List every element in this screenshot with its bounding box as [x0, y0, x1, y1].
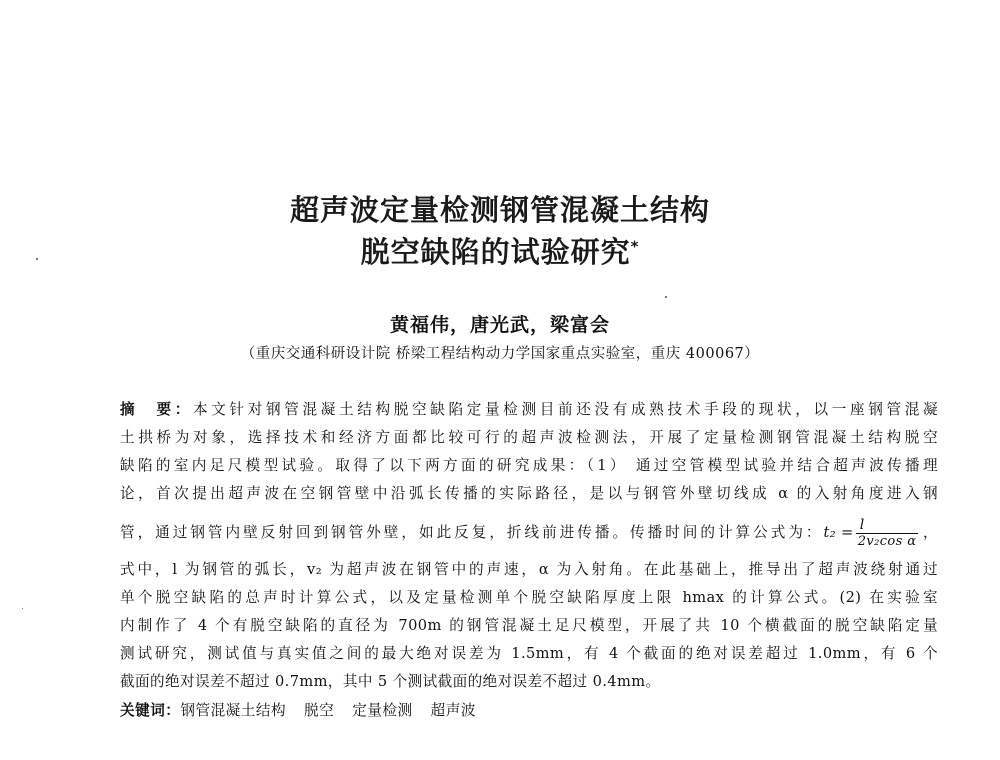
keywords-line [120, 699, 494, 720]
formula-denominator: 2v₂cos α [857, 533, 917, 549]
paper-title-line-2 [0, 230, 1000, 271]
abstract-line-6 [120, 560, 938, 582]
keyword-item: 脱空 [304, 702, 335, 719]
abstract-text-2: 土拱桥为对象，选择技术和经济方面都比较可行的超声波检测法，开展了定量检测钢管混凝土结构脱空 [120, 429, 938, 446]
abstract-line-8 [120, 616, 938, 638]
abstract-line-7 [120, 588, 938, 610]
affiliation: （重庆交通科研设计院 桥梁工程结构动力学国家重点实验室，重庆 400067） [240, 346, 760, 362]
abstract-line-4 [120, 484, 938, 506]
formula-trailing: ， [920, 524, 938, 541]
abstract-text-5: 管，通过钢管内壁反射回到钢管外壁，如此反复，折线前进传播。传播时间的计算公式为： [120, 524, 824, 541]
abstract-line-9 [120, 644, 938, 666]
abstract-line-10 [120, 672, 938, 694]
scan-speck [665, 296, 667, 298]
abstract-line-1 [120, 400, 938, 422]
abstract-text-1: 本文针对钢管混凝土结构脱空缺陷定量检测目前还没有成熟技术手段的现状，以一座钢管混凝 [193, 401, 938, 418]
scan-speck [22, 608, 23, 609]
footnote-mark: * [630, 237, 640, 256]
keyword-item: 超声波 [430, 702, 476, 719]
keyword-item: 定量检测 [352, 702, 413, 719]
paper-title-line-1 [0, 188, 1000, 229]
abstract-text-9: 测试研究，测试值与真实值之间的最大绝对误差为 1.5mm，有 4 个截面的绝对误差超过 1.0mm，有 6 个 [120, 645, 938, 662]
keyword-item: 钢管混凝土结构 [180, 702, 287, 719]
abstract-text-8: 内制作了 4 个有脱空缺陷的直径为 700m 的钢管混凝土足尺模型，开展了共 10 个横截面的脱空缺陷定量 [120, 617, 938, 634]
title-line-1-text: 超声波定量检测钢管混凝土结构 [289, 193, 710, 227]
abstract-text-7: 单个脱空缺陷的总声时计算公式，以及定量检测单个脱空缺陷厚度上限 hmax 的计算公式。(2) 在实验室 [120, 589, 938, 606]
abstract-line-2 [120, 428, 938, 450]
abstract-text-4: 论，首次提出超声波在空钢管壁中沿弧长传播的实际路径，是以与钢管外壁切线成 α 的入射角度进入钢 [120, 485, 938, 502]
abstract-label: 摘 要： [120, 401, 193, 418]
abstract-text-3: 缺陷的室内足尺模型试验。取得了以下两方面的研究成果：（1） 通过空管模型试验并结合超声波传播理 [120, 457, 938, 474]
abstract-line-3 [120, 456, 938, 478]
abstract-text-6: 式中，l 为钢管的弧长，v₂ 为超声波在钢管中的声速，α 为入射角。在此基础上，推导出了超声波绕射通过 [120, 561, 938, 578]
formula-lhs: t₂ = [823, 524, 854, 541]
formula-numerator: l [856, 517, 919, 534]
propagation-time-formula [824, 515, 921, 551]
title-line-2-text: 脱空缺陷的试验研究 [360, 235, 631, 269]
author-list: 黄福伟，唐光武，梁富会 [389, 314, 610, 336]
abstract-line-5 [120, 515, 938, 551]
abstract-text-10: 截面的绝对误差不超过 0.7mm，其中 5 个测试截面的绝对误差不超过 0.4mm。 [120, 673, 661, 690]
scan-speck [36, 258, 38, 260]
formula-fraction [856, 517, 919, 550]
keywords-label: 关键词： [120, 702, 181, 719]
